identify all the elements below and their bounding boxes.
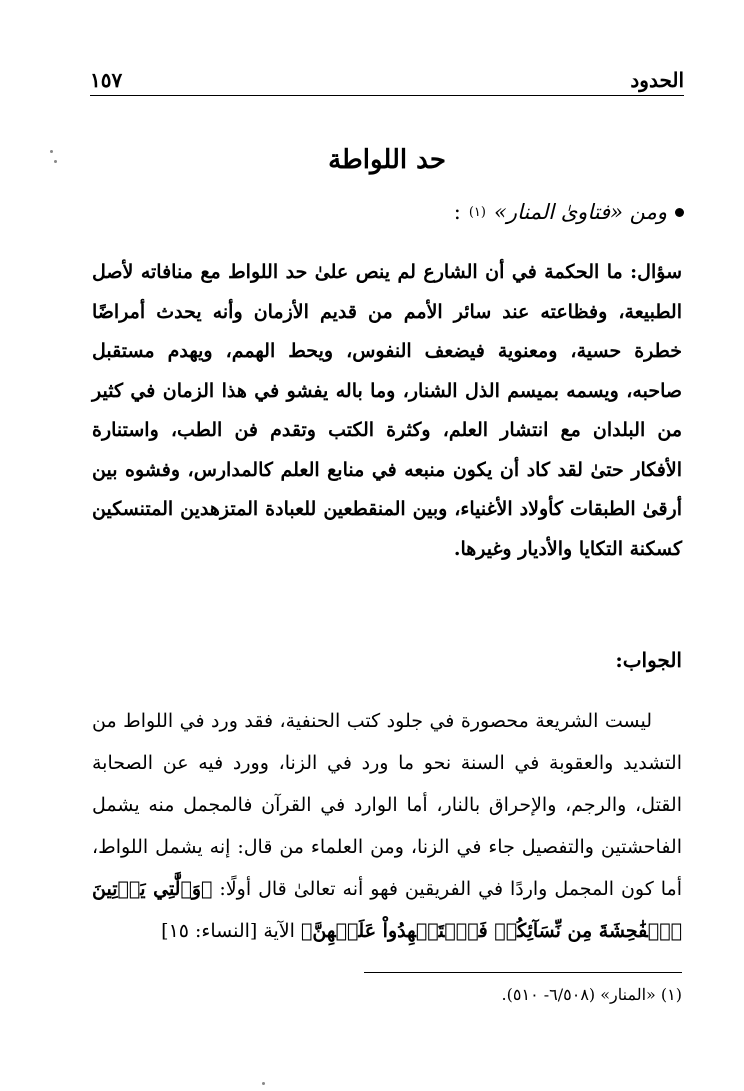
footnote-rule	[364, 972, 682, 973]
footnote: (١) «المنار» (٦/٥٠٨- ٥١٠).	[501, 985, 682, 1004]
source-text: ومن «فتاوىٰ المنار»	[493, 200, 667, 224]
verse-citation: الآية [النساء: ١٥]	[161, 920, 295, 942]
margin-speck	[50, 150, 53, 153]
page-header	[90, 64, 684, 92]
margin-speck	[54, 160, 57, 163]
answer-paragraph	[92, 700, 682, 952]
quran-verse: ﴿وَٱلَّٰتِي يَأۡتِينَ ٱلۡفَٰحِشَةَ مِن نِّسَآئِكُمۡ فَٱسۡتَشۡهِدُواْ عَلَيۡهِنَّ﴾	[92, 878, 682, 942]
answer-heading: الجواب:	[615, 648, 682, 672]
header-rule	[90, 95, 684, 96]
source-line	[454, 200, 684, 224]
page-number: ١٥٧	[90, 68, 123, 92]
source-colon: :	[453, 200, 461, 224]
running-title: الحدود	[630, 68, 684, 92]
margin-speck	[262, 1082, 265, 1085]
footnote-reference: (١)	[468, 204, 486, 220]
answer-body	[92, 700, 682, 952]
bullet-icon	[675, 208, 684, 217]
chapter-title: حد اللواطة	[328, 145, 446, 175]
answer-text: ليست الشريعة محصورة في جلود كتب الحنفية، فقد ورد في اللواط من التشديد والعقوبة في السنة نحو ما ورد في الزنا، وورد فيه عن الصحابة القتل، والرجم، والإحراق بالنار، أما الوارد في القرآن فالمجمل منه يشمل الفاحشتين والتفصيل جاء في الزنا، ومن العلماء من قال: إنه يشمل اللواط، أما كون المجمل واردًا في الفريقين فهو أنه تعالىٰ قال أولًا:	[92, 710, 682, 900]
question-paragraph: سؤال: ما الحكمة في أن الشارع لم ينص علىٰ حد اللواط مع منافاته لأصل الطبيعة، وفظاعته عند سائر الأمم من قديم الأزمان وأنه يحدث أمراضًا خطرة حسية، ومعنوية فيضعف النفوس، ويحط الهمم، ويهدم مستقبل صاحبه، ويسمه بميسم الذل الشنار، وما باله يفشو في هذا الزمان في كثير من البلدان مع انتشار العلم، وكثرة الكتب وتقدم فن الطب، واستنارة الأفكار حتىٰ لقد كاد أن يكون منبعه في منابع العلم كالمدارس، وفشوه بين أرقىٰ الطبقات كأولاد الأغنياء، وبين المنقطعين للعبادة المتزهدين المتنسكين كسكنة التكايا والأديار وغيرها.	[92, 261, 682, 560]
